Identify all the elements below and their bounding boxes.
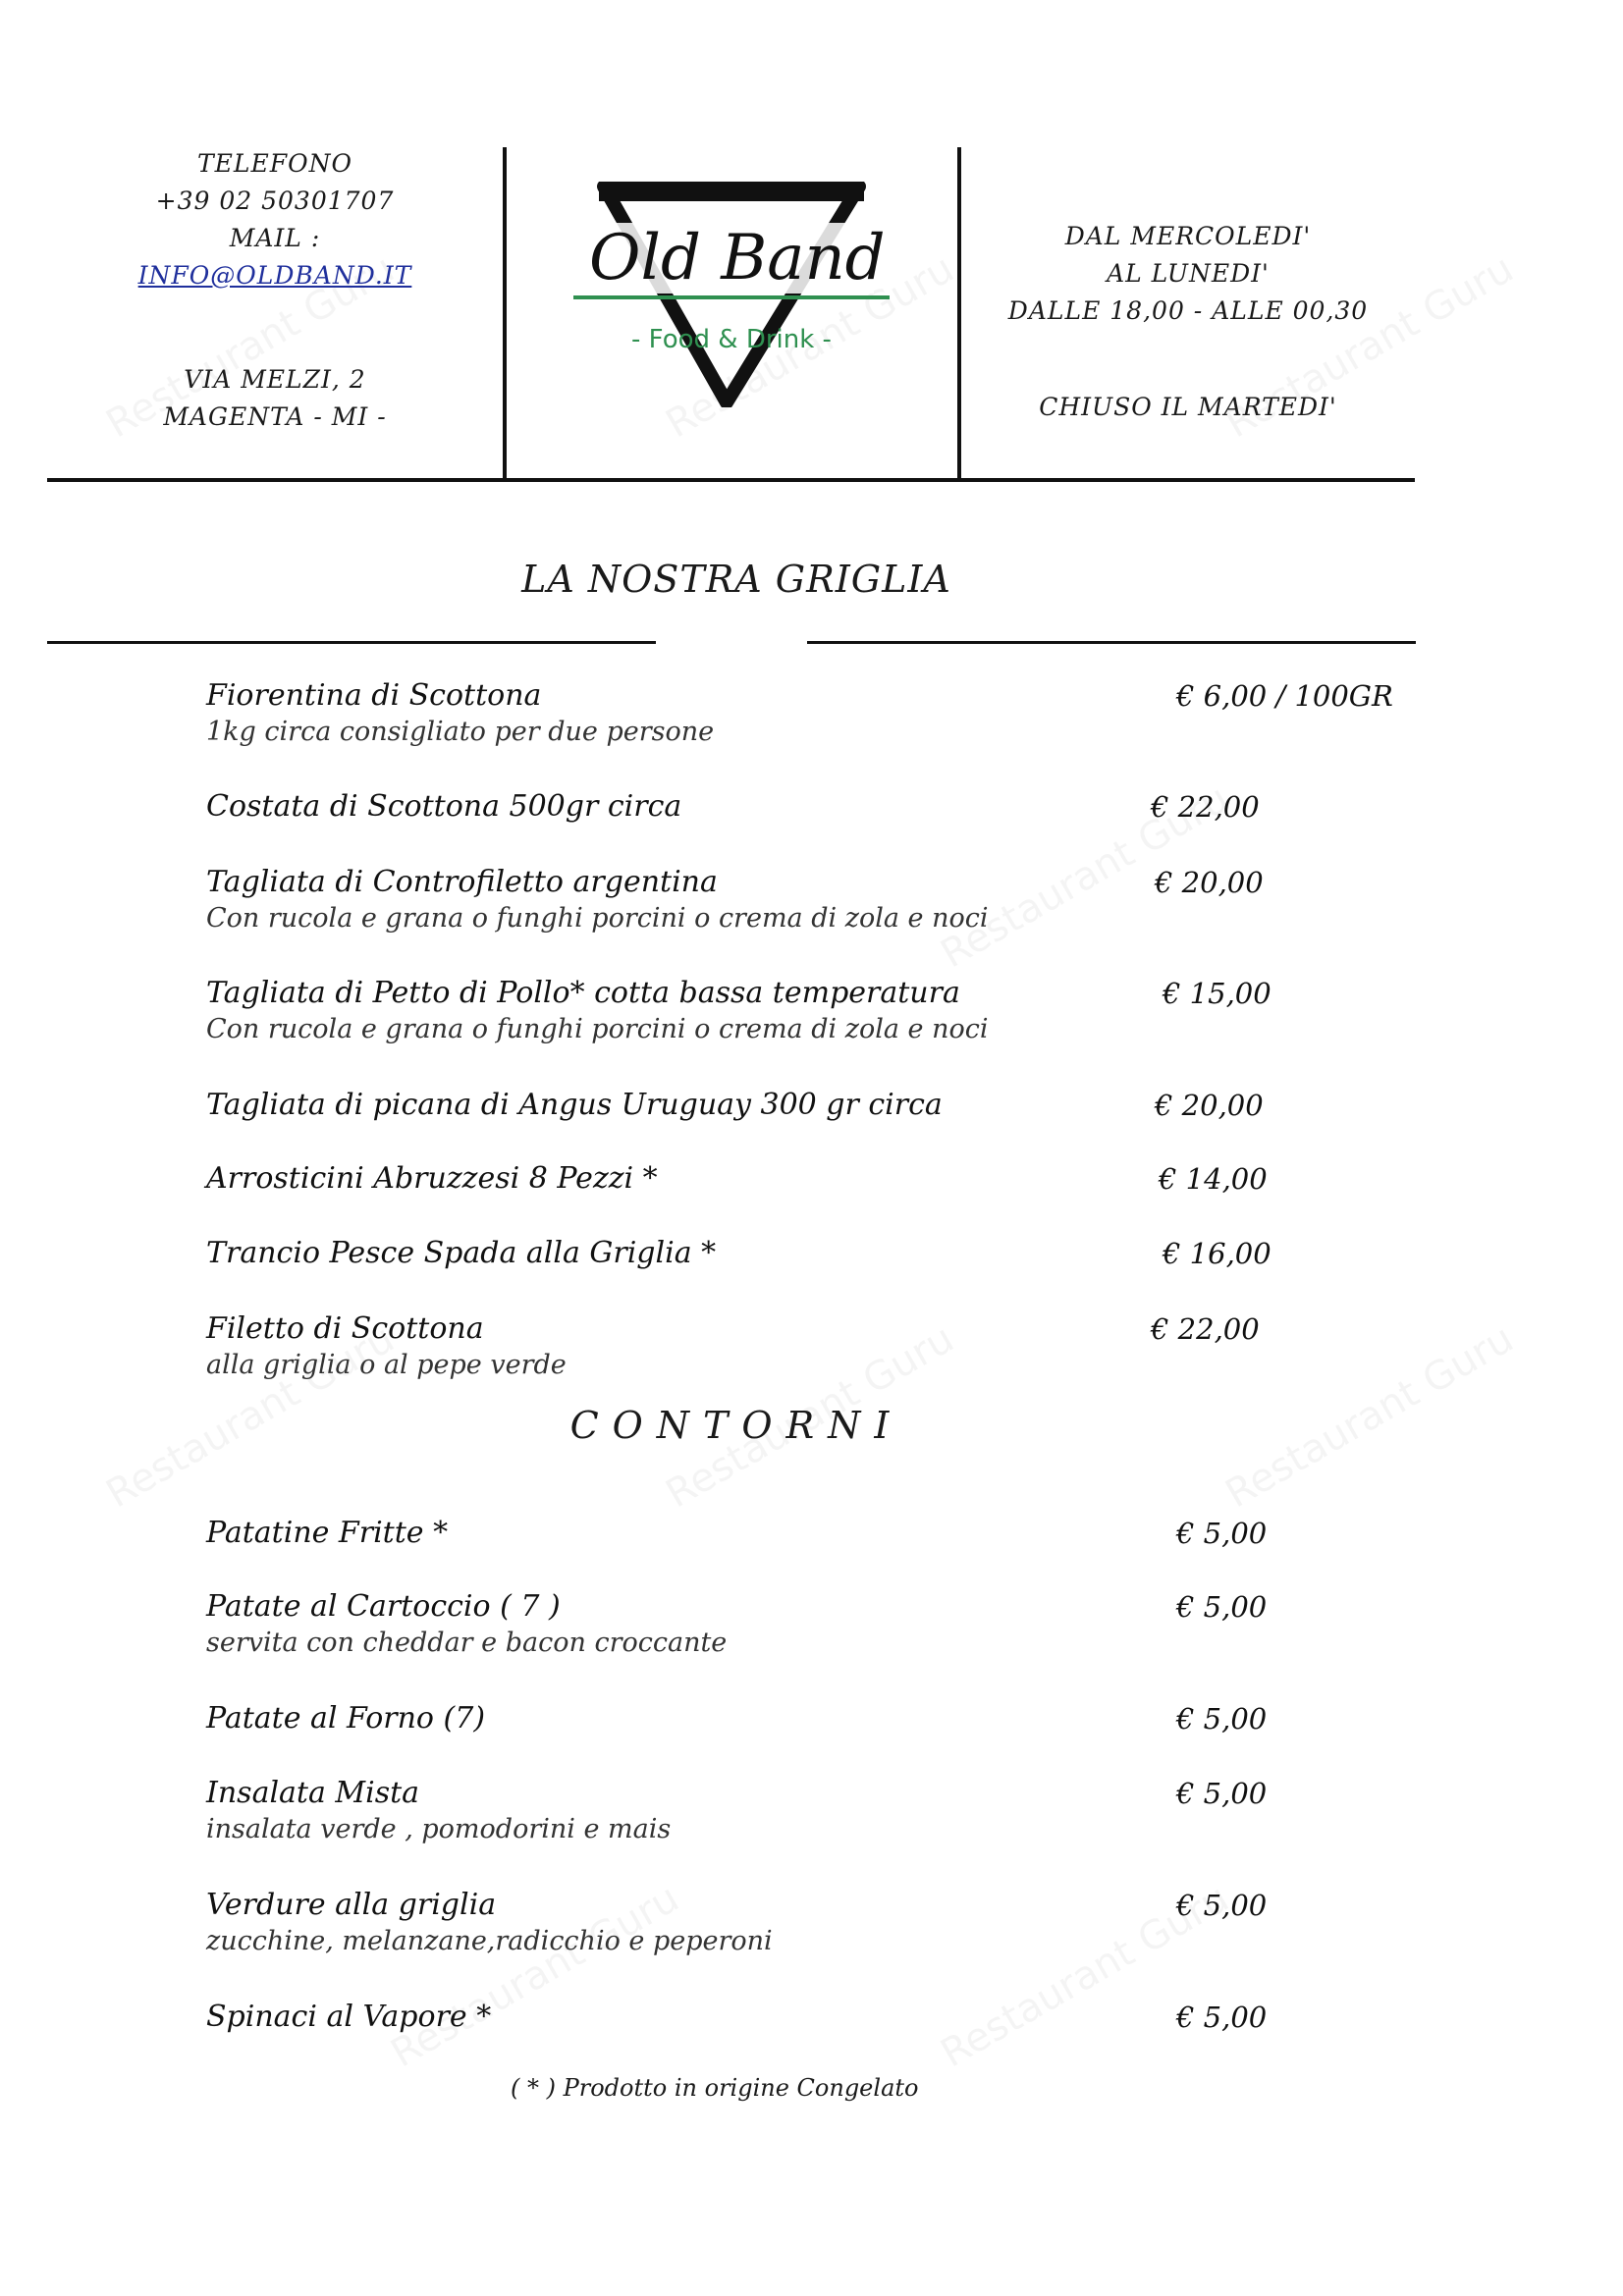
item-price: € 5,00	[1176, 1889, 1268, 1922]
logo-title: Old Band	[589, 222, 886, 294]
item-name: Tagliata di Controfiletto argentina	[206, 865, 718, 899]
menu-item	[206, 1087, 1384, 1124]
section-title-sides: CONTORNI	[569, 1404, 903, 1447]
menu-item	[206, 1887, 1384, 1959]
contact-block	[108, 145, 442, 436]
frozen-footnote: ( * ) Prodotto in origine Congelato	[511, 2074, 919, 2102]
hours-line: DALLE 18,00 - ALLE 00,30	[1007, 296, 1369, 325]
hours-block	[992, 218, 1384, 426]
section-rule	[47, 641, 656, 644]
item-name: Spinaci al Vapore *	[206, 2000, 492, 2034]
menu-item	[206, 788, 1384, 826]
section-title-grill: LA NOSTRA GRIGLIA	[521, 558, 951, 601]
closed-day: CHIUSO IL MARTEDI'	[1039, 393, 1337, 421]
header-divider	[957, 147, 961, 481]
item-price: € 14,00	[1159, 1162, 1268, 1196]
menu-item	[206, 1775, 1384, 1847]
item-name: Patatine Fritte *	[206, 1516, 449, 1550]
item-description: Con rucola e grana o funghi porcini o crema di zola e noci	[206, 903, 989, 934]
item-price: € 6,00 / 100GR	[1176, 679, 1393, 713]
item-description: insalata verde , pomodorini e mais	[206, 1814, 672, 1844]
mail-label: MAIL :	[229, 224, 321, 252]
item-description: alla griglia o al pepe verde	[206, 1350, 567, 1380]
item-name: Fiorentina di Scottona	[206, 678, 542, 713]
menu-item	[206, 864, 1384, 936]
item-price: € 20,00	[1155, 1089, 1264, 1122]
section-rule	[807, 641, 1416, 644]
item-price: € 5,00	[1176, 1517, 1268, 1550]
item-description: zucchine, melanzane,radicchio e peperoni	[206, 1926, 773, 1956]
item-name: Patate al Cartoccio ( 7 )	[206, 1589, 561, 1624]
item-name: Trancio Pesce Spada alla Griglia *	[206, 1236, 717, 1270]
item-price: € 5,00	[1176, 1777, 1268, 1810]
item-description: servita con cheddar e bacon croccante	[206, 1628, 728, 1658]
item-price: € 5,00	[1176, 1702, 1268, 1735]
item-price: € 22,00	[1151, 790, 1260, 824]
item-name: Verdure alla griglia	[206, 1888, 497, 1922]
logo-subtitle: - Food & Drink -	[631, 325, 832, 354]
item-name: Tagliata di picana di Angus Uruguay 300 gr circa	[206, 1088, 943, 1122]
logo	[569, 182, 893, 407]
item-price: € 22,00	[1151, 1312, 1260, 1346]
menu-item	[206, 975, 1384, 1047]
item-name: Arrosticini Abruzzesi 8 Pezzi *	[206, 1161, 658, 1196]
item-price: € 16,00	[1163, 1237, 1271, 1270]
header-divider	[503, 147, 507, 481]
item-description: Con rucola e grana o funghi porcini o crema di zola e noci	[206, 1014, 989, 1044]
item-name: Patate al Forno (7)	[206, 1701, 486, 1735]
item-price: € 15,00	[1163, 977, 1271, 1010]
item-price: € 20,00	[1155, 866, 1264, 899]
menu-item	[206, 1235, 1384, 1272]
city-address: MAGENTA - MI -	[163, 402, 387, 431]
menu-item	[206, 1999, 1384, 2036]
phone-label: TELEFONO	[197, 149, 352, 178]
item-name: Filetto di Scottona	[206, 1311, 484, 1346]
menu-item	[206, 677, 1393, 750]
street-address: VIA MELZI, 2	[184, 365, 366, 394]
logo-triangle-icon	[569, 182, 893, 407]
item-price: € 5,00	[1176, 1590, 1268, 1624]
phone-number: +39 02 50301707	[155, 187, 395, 215]
menu-item	[206, 1310, 1384, 1383]
item-price: € 5,00	[1176, 2001, 1268, 2034]
item-name: Insalata Mista	[206, 1776, 420, 1810]
menu-item	[206, 1588, 1384, 1661]
header-rule	[47, 478, 1415, 482]
item-name: Tagliata di Petto di Pollo* cotta bassa temperatura	[206, 976, 960, 1010]
menu-item	[206, 1160, 1384, 1198]
menu-item	[206, 1700, 1384, 1737]
item-description: 1kg circa consigliato per due persone	[206, 717, 715, 747]
menu-item	[206, 1515, 1384, 1552]
email-link[interactable]: INFO@OLDBAND.IT	[137, 261, 412, 290]
item-name: Costata di Scottona 500gr circa	[206, 789, 682, 824]
hours-line: DAL MERCOLEDI'	[1064, 222, 1312, 250]
hours-line: AL LUNEDI'	[1107, 259, 1270, 288]
